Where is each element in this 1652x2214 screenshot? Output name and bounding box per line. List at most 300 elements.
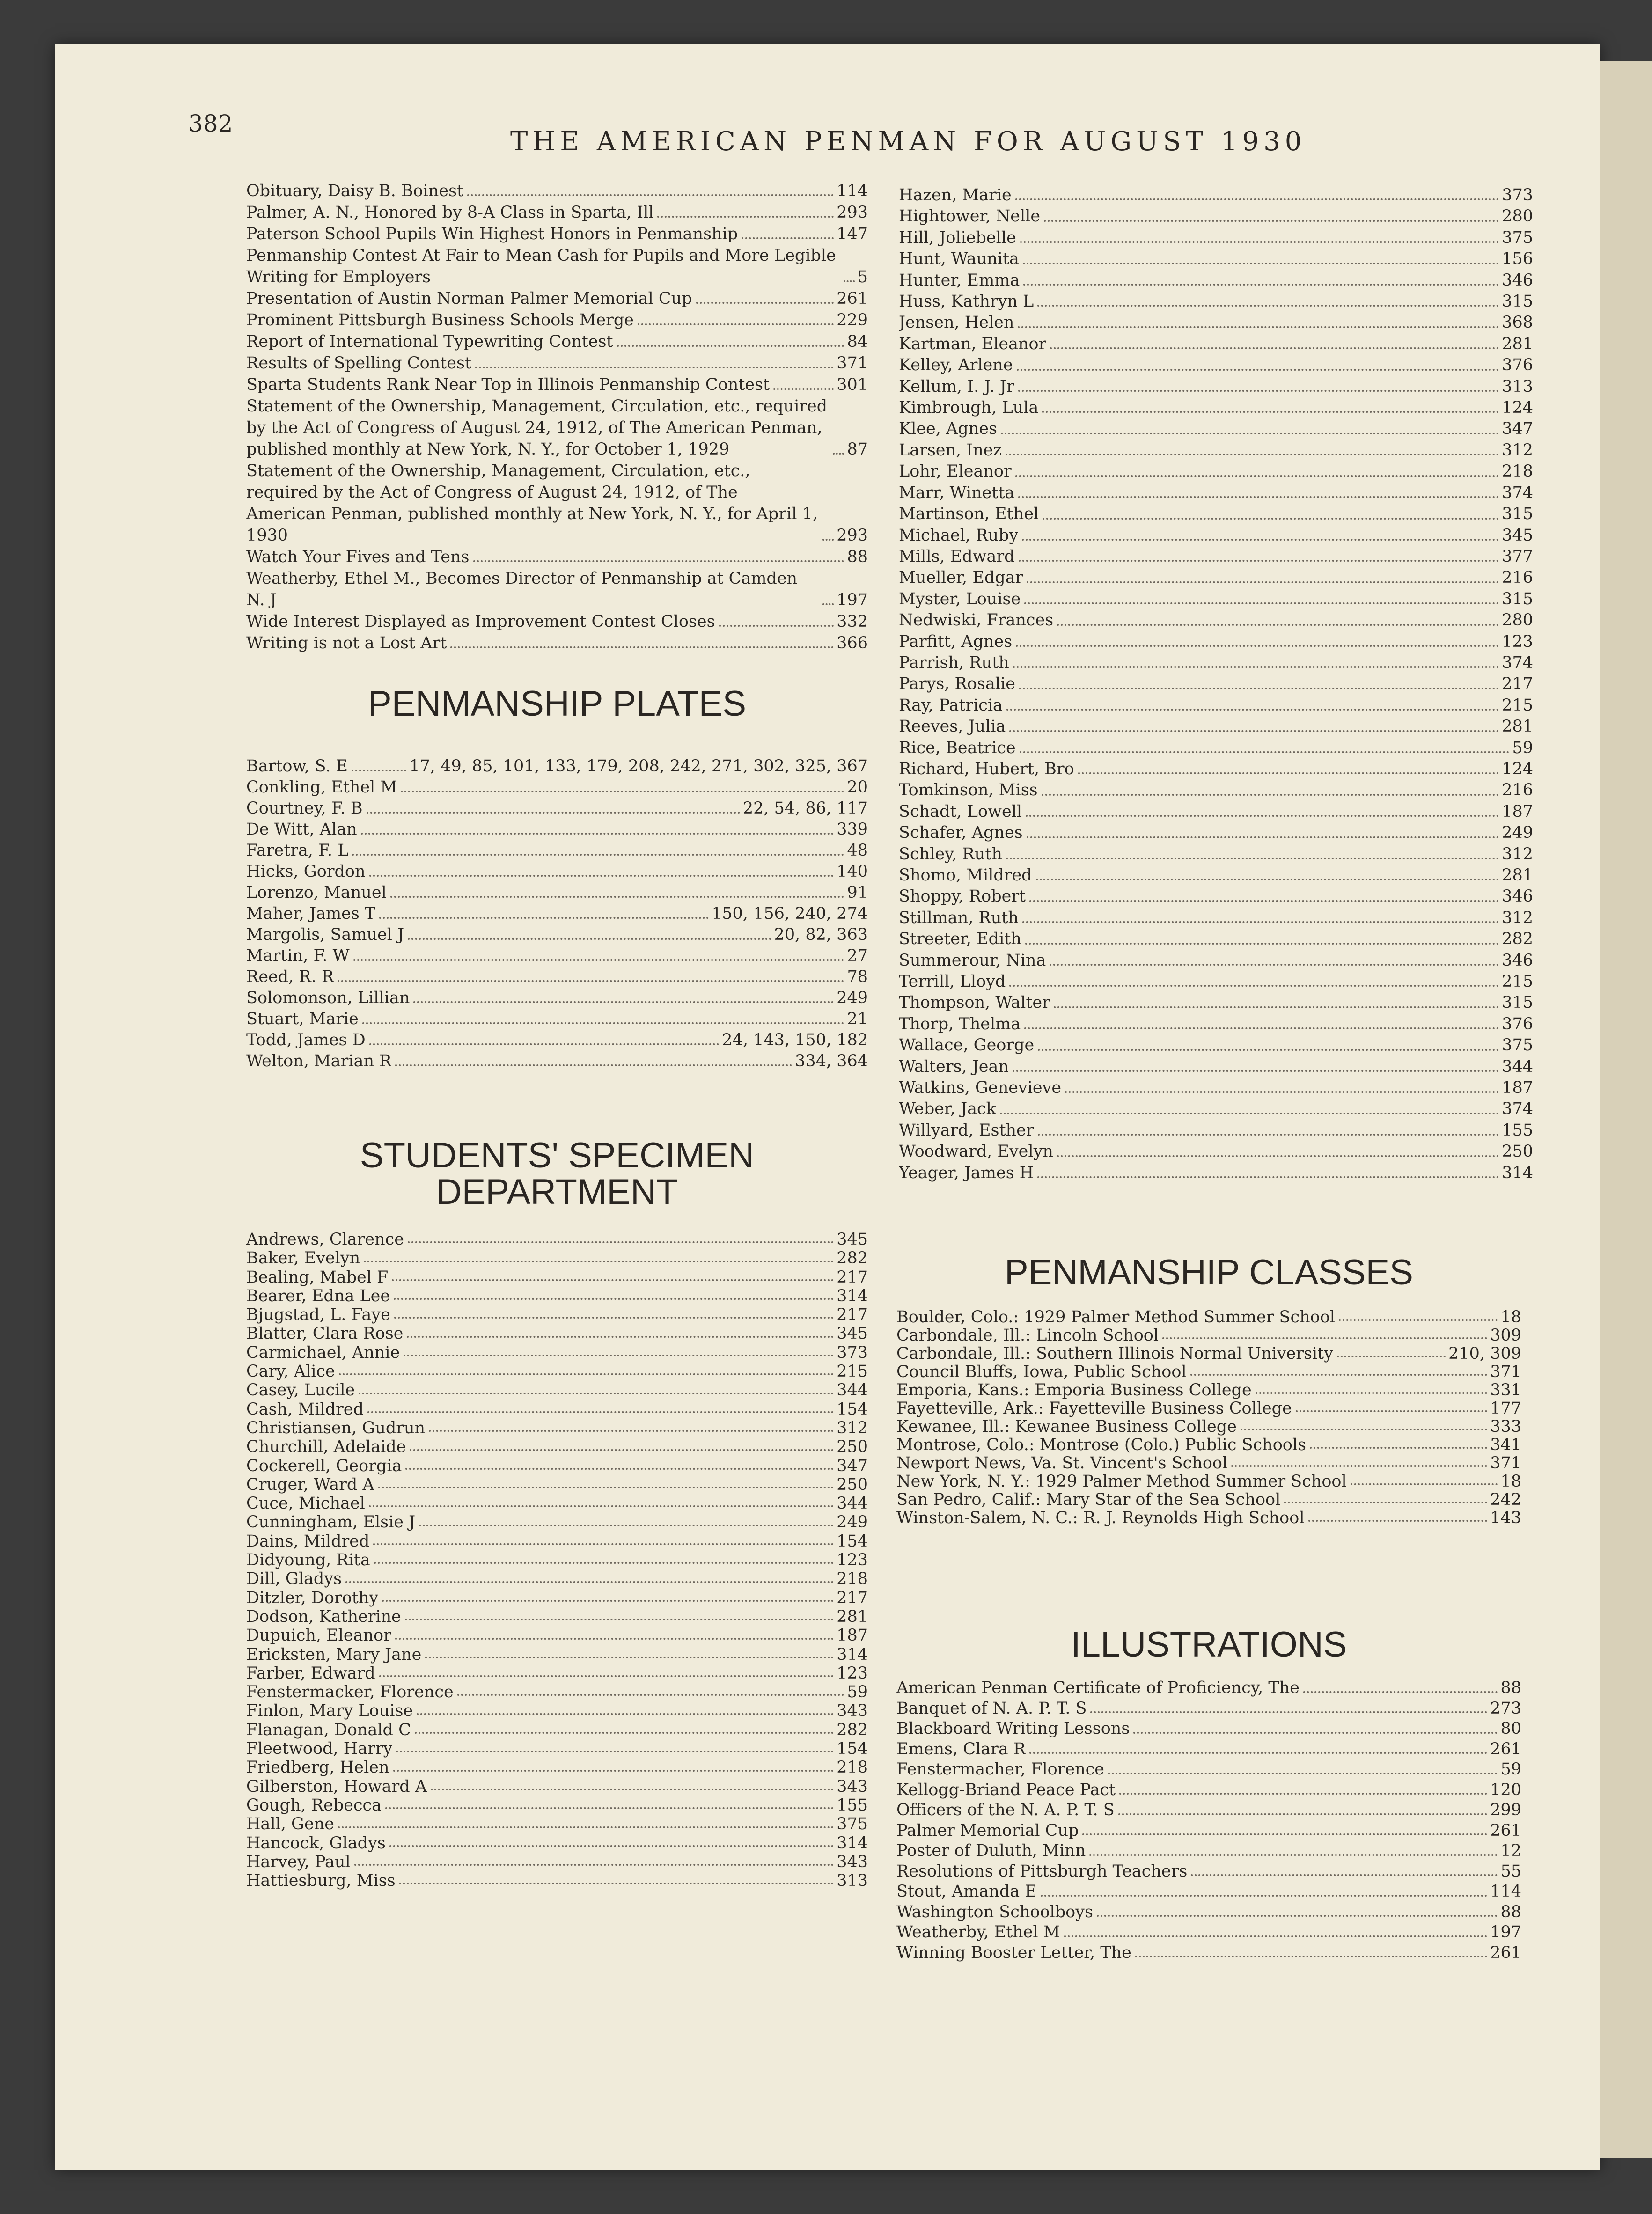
- entry-page: 343: [837, 1852, 868, 1871]
- entry-page: 347: [1502, 419, 1533, 439]
- entry-title: Stillman, Ruth: [899, 908, 1019, 927]
- dot-leader: [392, 1279, 834, 1281]
- index-entry: [246, 988, 868, 1009]
- entry-title: San Pedro, Calif.: Mary Star of the Sea School: [896, 1491, 1281, 1509]
- entry-title: Hattiesburg, Miss: [246, 1871, 396, 1891]
- entry-page: 376: [1502, 1014, 1533, 1034]
- index-entry: [246, 840, 868, 861]
- index-entry: [899, 929, 1533, 950]
- index-entry: [899, 631, 1533, 652]
- entry-page: 374: [1502, 1100, 1533, 1119]
- index-entry: [246, 1305, 868, 1324]
- index-entry: [246, 1853, 868, 1871]
- entry-title: Bjugstad, L. Faye: [246, 1305, 390, 1325]
- index-entry: [896, 1308, 1521, 1327]
- dot-leader: [419, 1525, 834, 1526]
- classes-heading: PENMANSHIP CLASSES: [1005, 1253, 1413, 1292]
- entry-page: 88: [1500, 1902, 1521, 1921]
- dot-leader: [367, 1411, 834, 1413]
- entry-title: Margolis, Samuel J: [246, 925, 404, 944]
- index-entry: [899, 418, 1533, 440]
- entry-page: 375: [1502, 228, 1533, 247]
- entry-title: Yeager, James H: [899, 1163, 1034, 1182]
- entry-title: Reed, R. R: [246, 968, 334, 986]
- entry-page: 55: [1500, 1862, 1521, 1881]
- dot-leader: [382, 1600, 834, 1602]
- dot-leader: [1162, 1337, 1487, 1339]
- index-entry: [899, 801, 1533, 822]
- index-entry: [896, 1509, 1521, 1527]
- entry-page: 155: [837, 1796, 868, 1815]
- index-entry: [246, 223, 868, 245]
- entry-title: Mueller, Edgar: [899, 568, 1023, 587]
- dot-leader: [1026, 815, 1499, 817]
- entry-page: 315: [1502, 292, 1533, 311]
- dot-leader: [1018, 326, 1499, 328]
- entry-page: 88: [847, 548, 868, 566]
- entry-page: 341: [1490, 1436, 1521, 1454]
- dot-leader: [1090, 1711, 1487, 1713]
- entry-page: 18: [1500, 1308, 1521, 1327]
- entry-title: Streeter, Edith: [899, 930, 1021, 949]
- index-entry: [899, 525, 1533, 546]
- index-entry: [899, 971, 1533, 992]
- entry-page: 347: [837, 1456, 868, 1475]
- entry-page: 282: [837, 1249, 868, 1268]
- entry-title: Parys, Rosalie: [899, 674, 1015, 694]
- entry-title: Penmanship Contest At Fair to Mean Cash for Pupils and More Legible Writing for Employers: [246, 246, 836, 286]
- entry-page: 281: [1502, 717, 1533, 736]
- entry-page: 143: [1490, 1509, 1521, 1527]
- dot-leader: [1000, 1113, 1499, 1114]
- entry-page: 210, 309: [1448, 1344, 1521, 1363]
- dot-leader: [374, 1562, 834, 1564]
- index-entry: [896, 1400, 1521, 1418]
- index-entry: [246, 1475, 868, 1494]
- entry-title: Ray, Patricia: [899, 696, 1003, 715]
- index-entry: [246, 756, 868, 777]
- entry-page: 332: [837, 612, 868, 631]
- index-entry: [246, 1419, 868, 1437]
- dot-leader: [361, 833, 834, 835]
- entry-page: 187: [1502, 1078, 1533, 1098]
- entry-page: 261: [1490, 1821, 1521, 1840]
- index-entry: [899, 567, 1533, 588]
- entry-page: 273: [1490, 1699, 1521, 1718]
- plates-heading: PENMANSHIP PLATES: [367, 684, 747, 724]
- entry-page: 315: [1502, 505, 1533, 524]
- entry-title: Didyoung, Rita: [246, 1551, 370, 1570]
- index-entry: [246, 1796, 868, 1815]
- entry-title: Watch Your Fives and Tens: [246, 548, 470, 566]
- entry-page: 293: [837, 526, 868, 545]
- dot-leader: [338, 980, 844, 982]
- index-entry: [896, 1780, 1521, 1801]
- entry-title: Winston-Salem, N. C.: R. J. Reynolds High School: [896, 1509, 1305, 1527]
- dot-leader: [401, 791, 844, 792]
- index-entry: [246, 1009, 868, 1030]
- index-entry: [899, 504, 1533, 525]
- dot-leader: [1057, 624, 1499, 626]
- index-entry: [899, 206, 1533, 227]
- dot-leader: [1190, 1374, 1488, 1376]
- entry-page: 22, 54, 86, 117: [742, 799, 868, 818]
- entry-title: Gough, Rebecca: [246, 1796, 382, 1815]
- entry-page: 20, 82, 363: [774, 925, 868, 944]
- index-entry: [899, 546, 1533, 567]
- entry-title: Report of International Typewriting Contest: [246, 332, 613, 351]
- entry-page: 282: [1502, 930, 1533, 949]
- index-entry: [246, 1513, 868, 1532]
- dot-leader: [352, 770, 406, 771]
- entry-page: 123: [837, 1551, 868, 1570]
- entry-title: Weber, Jack: [899, 1100, 996, 1119]
- entry-title: Farber, Edward: [246, 1664, 375, 1683]
- dot-leader: [742, 237, 834, 239]
- entry-title: Statement of the Ownership, Management, Circulation, etc., required by the Act of Congress of August 24, 1912, of The American Penman, published monthly at New York, N. Y., for October 1, 1929: [246, 397, 828, 459]
- entry-title: Washington Schoolboys: [896, 1902, 1093, 1921]
- index-entry: [246, 309, 868, 331]
- entry-title: Blackboard Writing Lessons: [896, 1719, 1130, 1738]
- dot-leader: [1029, 900, 1499, 902]
- index-entry: [899, 334, 1533, 355]
- index-entry: [246, 1362, 868, 1381]
- dot-leader: [345, 1581, 834, 1583]
- index-entry: [246, 1030, 868, 1051]
- entry-title: Palmer Memorial Cup: [896, 1821, 1079, 1840]
- entry-page: 91: [847, 883, 868, 902]
- entry-title: Churchill, Adelaide: [246, 1437, 406, 1457]
- entry-page: 215: [837, 1362, 868, 1381]
- entry-title: Officers of the N. A. P. T. S: [896, 1801, 1115, 1819]
- entry-page: 24, 143, 150, 182: [722, 1031, 868, 1049]
- entry-page: 114: [1490, 1882, 1521, 1901]
- index-entry: [246, 1324, 868, 1343]
- dot-leader: [338, 1826, 834, 1828]
- index-entry: [899, 992, 1533, 1013]
- dot-leader: [1019, 688, 1499, 689]
- entry-title: Richard, Hubert, Bro: [899, 759, 1074, 778]
- dot-leader: [369, 875, 834, 877]
- entry-title: Myster, Louise: [899, 589, 1021, 608]
- index-entry: [246, 1569, 868, 1588]
- entry-page: 344: [1502, 1057, 1533, 1076]
- entry-title: Hicks, Gordon: [246, 862, 366, 881]
- dot-leader: [1191, 1874, 1498, 1876]
- index-entry: [246, 798, 868, 819]
- dot-leader: [1339, 1319, 1498, 1321]
- index-entry: [896, 1759, 1521, 1780]
- index-entry: [899, 822, 1533, 843]
- entry-page: 88: [1500, 1679, 1521, 1697]
- entry-page: 374: [1502, 483, 1533, 502]
- index-entry: [246, 1249, 868, 1268]
- entry-title: De Witt, Alan: [246, 820, 357, 839]
- entry-title: Reeves, Julia: [899, 717, 1006, 736]
- entry-title: Presentation of Austin Norman Palmer Memorial Cup: [246, 289, 692, 308]
- dot-leader: [425, 1657, 834, 1658]
- entry-title: Walters, Jean: [899, 1057, 1009, 1076]
- dot-leader: [431, 1789, 834, 1790]
- entry-title: Results of Spelling Contest: [246, 354, 472, 373]
- entry-page: 261: [837, 289, 868, 308]
- index-entry: [246, 331, 868, 352]
- entry-title: Cash, Mildred: [246, 1400, 364, 1419]
- dot-leader: [1027, 836, 1499, 838]
- dot-leader: [1038, 1134, 1499, 1136]
- index-entry: [246, 1834, 868, 1853]
- entry-page: 217: [837, 1588, 868, 1607]
- entry-page: 344: [837, 1381, 868, 1400]
- entry-page: 18: [1500, 1472, 1521, 1491]
- entry-title: Cary, Alice: [246, 1362, 335, 1381]
- entry-page: 218: [837, 1758, 868, 1777]
- index-entry: [896, 1943, 1521, 1964]
- entry-title: Mills, Edward: [899, 547, 1015, 566]
- dot-leader: [390, 896, 844, 898]
- dot-leader: [1001, 433, 1499, 434]
- index-entry: [246, 1758, 868, 1777]
- index-entry: [246, 1457, 868, 1475]
- index-entry: [899, 589, 1533, 610]
- index-entry: [899, 291, 1533, 312]
- dot-leader: [393, 1770, 834, 1772]
- entry-title: Blatter, Clara Rose: [246, 1324, 404, 1343]
- entry-page: 177: [1490, 1399, 1521, 1418]
- dot-leader: [617, 345, 844, 347]
- entry-page: 123: [1502, 632, 1533, 651]
- dot-leader: [1015, 198, 1499, 200]
- index-entry: [899, 227, 1533, 249]
- entry-page: 154: [837, 1739, 868, 1759]
- entry-page: 59: [1512, 738, 1533, 757]
- index-entry: [896, 1345, 1521, 1363]
- entry-title: Shoppy, Robert: [899, 887, 1026, 906]
- index-entry: [246, 460, 868, 546]
- dot-leader: [379, 1675, 834, 1677]
- index-entry: [899, 610, 1533, 631]
- entry-page: 249: [1502, 823, 1533, 843]
- index-entry: [899, 738, 1533, 759]
- entry-page: 261: [1490, 1739, 1521, 1759]
- dot-leader: [1065, 1091, 1499, 1093]
- index-entry: [899, 865, 1533, 886]
- illustrations-list: [896, 1678, 1521, 1963]
- entry-title: Ditzler, Dorothy: [246, 1588, 379, 1607]
- entry-title: Carmichael, Annie: [246, 1343, 400, 1362]
- entry-page: 312: [1502, 908, 1533, 927]
- dot-leader: [1231, 1465, 1487, 1467]
- entry-page: 249: [837, 1513, 868, 1532]
- entry-title: Emens, Clara R: [896, 1739, 1026, 1759]
- entry-title: Courtney, F. B: [246, 799, 363, 818]
- dot-leader: [1057, 1155, 1499, 1157]
- index-entry: [246, 882, 868, 903]
- index-entry: [899, 1056, 1533, 1078]
- dot-leader: [1015, 475, 1499, 477]
- dot-leader: [1050, 964, 1499, 966]
- entry-page: 282: [837, 1720, 868, 1739]
- entry-page: 314: [837, 1645, 868, 1664]
- illustrations-heading: ILLUSTRATIONS: [1071, 1625, 1347, 1664]
- index-entry: [246, 946, 868, 967]
- dot-leader: [1119, 1793, 1487, 1795]
- entry-title: Andrews, Clarence: [246, 1230, 404, 1249]
- entry-title: Woodward, Evelyn: [899, 1142, 1053, 1161]
- entry-page: 371: [1490, 1363, 1521, 1381]
- dot-leader: [833, 453, 844, 455]
- entry-title: Hill, Joliebelle: [899, 228, 1016, 247]
- entry-title: Faretra, F. L: [246, 841, 349, 860]
- dot-leader: [1018, 390, 1499, 392]
- dot-leader: [1006, 454, 1499, 455]
- dot-leader: [1016, 645, 1499, 647]
- dot-leader: [1020, 751, 1510, 753]
- dot-leader: [773, 388, 834, 390]
- entry-title: Tomkinson, Miss: [899, 781, 1038, 800]
- dot-leader: [473, 560, 844, 562]
- entry-title: Thorp, Thelma: [899, 1014, 1021, 1034]
- dot-leader: [395, 1064, 792, 1066]
- entry-title: Poster of Duluth, Minn: [896, 1841, 1086, 1860]
- entry-page: 331: [1490, 1381, 1521, 1400]
- entry-page: 314: [837, 1286, 868, 1305]
- dot-leader: [657, 216, 834, 218]
- entry-title: Lorenzo, Manuel: [246, 883, 387, 902]
- entry-title: Finlon, Mary Louise: [246, 1701, 413, 1721]
- dot-leader: [394, 1317, 834, 1319]
- entry-page: 334, 364: [795, 1052, 868, 1070]
- dot-leader: [844, 280, 855, 282]
- entry-page: 140: [837, 862, 868, 881]
- entry-page: 156: [1502, 249, 1533, 269]
- dot-leader: [410, 1449, 834, 1451]
- entry-page: 366: [837, 634, 868, 652]
- entry-page: 346: [1502, 951, 1533, 970]
- entry-title: Kellum, I. J. Jr: [899, 377, 1014, 396]
- entry-title: Prominent Pittsburgh Business Schools Merge: [246, 311, 634, 330]
- dot-leader: [1037, 305, 1499, 307]
- dot-leader: [1009, 985, 1499, 987]
- dot-leader: [369, 1505, 834, 1507]
- dot-leader: [1310, 1447, 1487, 1449]
- index-entry: [896, 1882, 1521, 1902]
- index-entry: [896, 1862, 1521, 1882]
- index-entry: [899, 1099, 1533, 1120]
- entry-title: Nedwiski, Frances: [899, 611, 1054, 630]
- entry-title: Hazen, Marie: [899, 186, 1012, 205]
- index-entry: [896, 1678, 1521, 1699]
- entry-title: Conkling, Ethel M: [246, 778, 397, 797]
- dot-leader: [359, 1393, 834, 1394]
- entry-page: 293: [837, 203, 868, 222]
- entry-title: Cruger, Ward A: [246, 1475, 374, 1494]
- entry-page: 346: [1502, 887, 1533, 906]
- dot-leader: [373, 1543, 834, 1545]
- entry-title: Todd, James D: [246, 1031, 366, 1049]
- dot-leader: [822, 603, 834, 605]
- entry-page: 218: [1502, 462, 1533, 481]
- entry-title: Schley, Ruth: [899, 844, 1002, 864]
- entry-title: Martin, F. W: [246, 946, 350, 965]
- dot-leader: [1006, 858, 1499, 859]
- entry-page: 114: [837, 182, 868, 200]
- entry-page: 124: [1502, 759, 1533, 778]
- dot-leader: [1025, 943, 1499, 945]
- index-entry: [899, 440, 1533, 461]
- entry-page: 155: [1502, 1121, 1533, 1140]
- index-entry: [246, 180, 868, 202]
- dot-leader: [1303, 1691, 1498, 1693]
- toc-list: [246, 180, 868, 654]
- entry-title: Martinson, Ethel: [899, 505, 1039, 524]
- entry-page: 343: [837, 1701, 868, 1721]
- entry-title: Thompson, Walter: [899, 993, 1050, 1012]
- index-entry: [899, 1141, 1533, 1162]
- entry-title: Parfitt, Agnes: [899, 632, 1013, 651]
- students-heading-line1: STUDENTS' SPECIMEN: [360, 1136, 755, 1175]
- index-entry: [246, 861, 868, 882]
- entry-page: 197: [837, 591, 868, 609]
- dot-leader: [367, 812, 740, 814]
- entry-title: Larsen, Inez: [899, 440, 1002, 460]
- index-entry: [246, 611, 868, 632]
- dot-leader: [1097, 1915, 1498, 1917]
- entry-title: Weatherby, Ethel M: [896, 1923, 1060, 1942]
- entry-title: Fenstermacker, Florence: [246, 1683, 454, 1702]
- index-entry: [246, 777, 868, 798]
- entry-page: 215: [1502, 696, 1533, 715]
- entry-page: 78: [847, 968, 868, 986]
- entry-title: Bealing, Mabel F: [246, 1268, 389, 1287]
- dot-leader: [1036, 879, 1499, 880]
- dot-leader: [457, 1694, 844, 1696]
- entry-page: 261: [1490, 1943, 1521, 1962]
- entry-title: Willyard, Esther: [899, 1121, 1034, 1140]
- entry-title: Hall, Gene: [246, 1815, 334, 1834]
- entry-page: 315: [1502, 993, 1533, 1012]
- dot-leader: [719, 625, 834, 627]
- entry-title: Fleetwood, Harry: [246, 1739, 393, 1759]
- entry-title: Carbondale, Ill.: Lincoln School: [896, 1327, 1159, 1345]
- entry-title: Rice, Beatrice: [899, 738, 1016, 757]
- entry-title: Friedberg, Helen: [246, 1758, 389, 1777]
- entry-title: Newport News, Va. St. Vincent's School: [896, 1454, 1228, 1473]
- index-entry: [899, 652, 1533, 674]
- index-entry: [899, 270, 1533, 291]
- entry-page: 120: [1490, 1780, 1521, 1799]
- index-entry: [899, 695, 1533, 716]
- index-entry: [899, 376, 1533, 397]
- index-entry: [246, 1871, 868, 1890]
- entry-page: 217: [1502, 674, 1533, 694]
- index-entry: [896, 1418, 1521, 1436]
- index-entry: [899, 355, 1533, 376]
- entry-page: 124: [1502, 398, 1533, 418]
- dot-leader: [417, 1713, 834, 1715]
- dot-leader: [1050, 347, 1499, 349]
- entry-title: Hancock, Gladys: [246, 1833, 386, 1853]
- dot-leader: [1029, 1752, 1487, 1754]
- entry-page: 281: [837, 1607, 868, 1626]
- dot-leader: [1296, 1410, 1487, 1412]
- index-entry: [246, 374, 868, 396]
- dot-leader: [1078, 772, 1499, 774]
- entry-page: 373: [1502, 186, 1533, 205]
- dot-leader: [822, 539, 834, 541]
- dot-leader: [1135, 1956, 1487, 1957]
- entry-title: Boulder, Colo.: 1929 Palmer Method Summer School: [896, 1308, 1336, 1327]
